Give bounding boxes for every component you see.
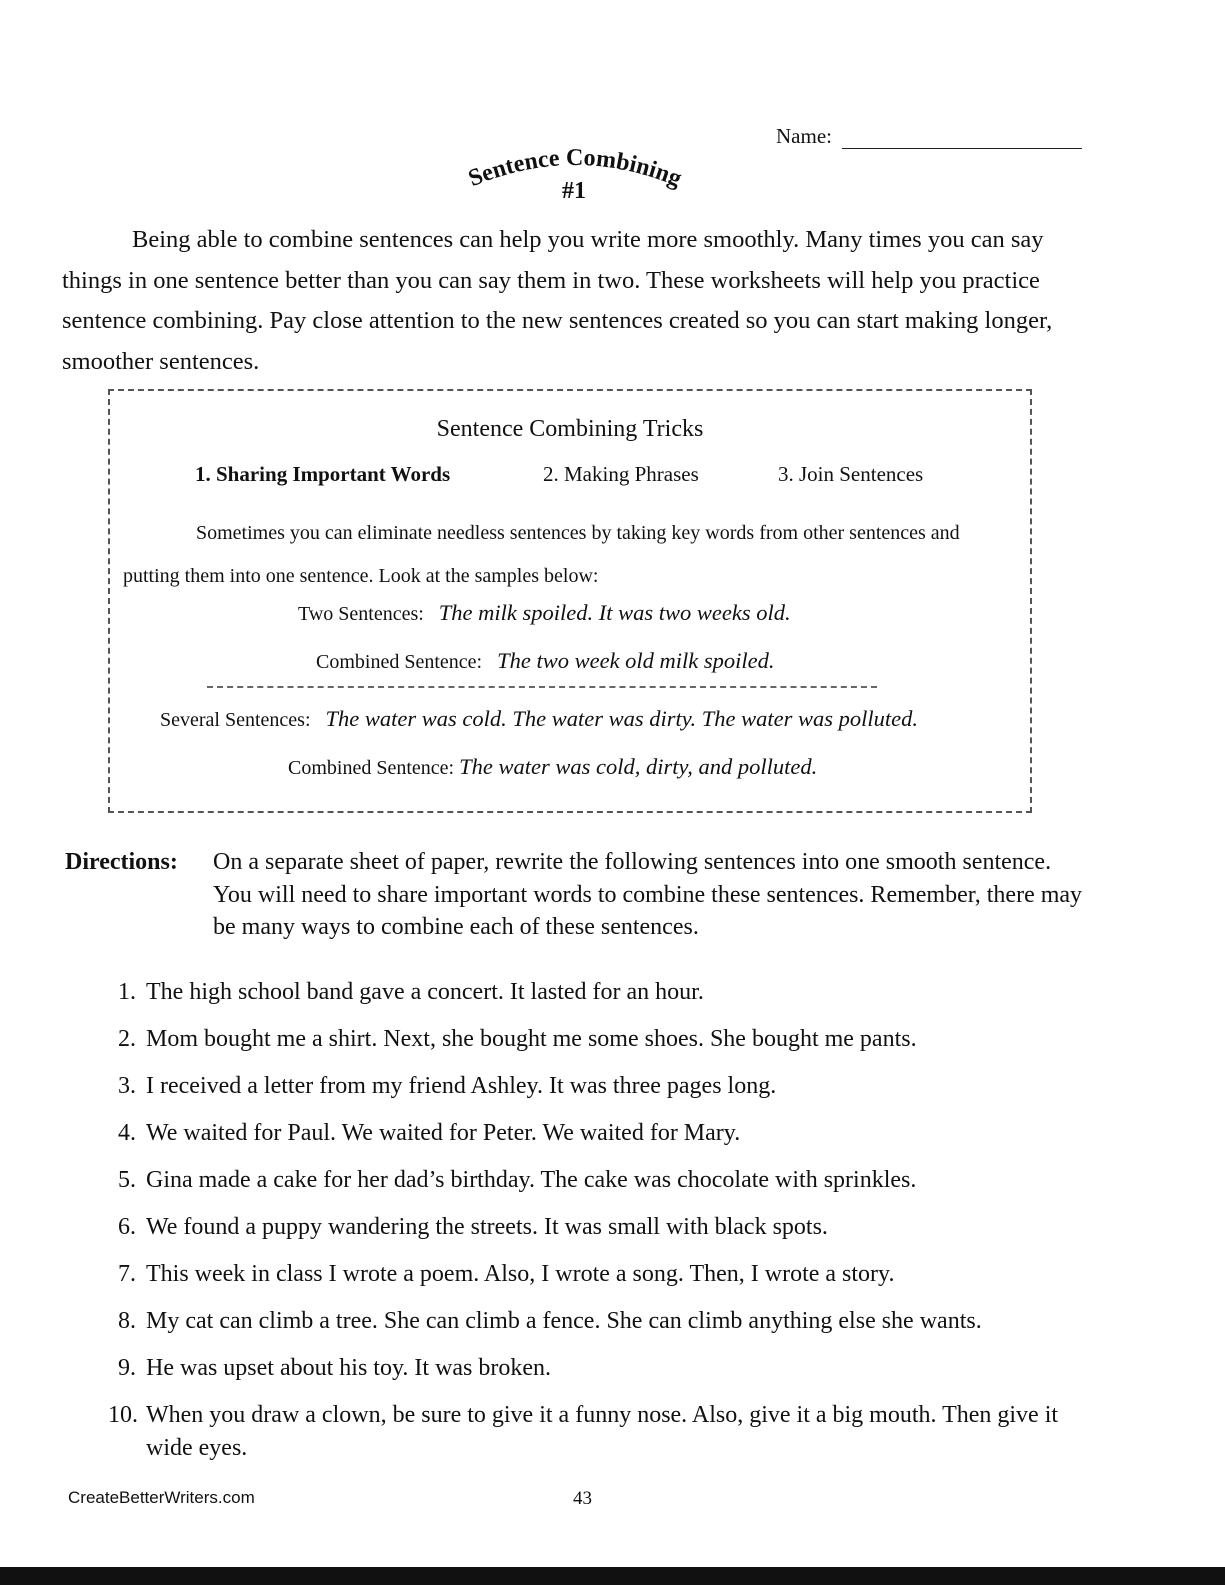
scan-bottom-border: [0, 1567, 1225, 1585]
exercise-item: [108, 1117, 1108, 1150]
exercise-item: [108, 1023, 1108, 1056]
exercise-item: [108, 976, 1108, 1009]
exercise-text: When you draw a clown, be sure to give it a funny nose. Also, give it a big mouth. Then give it wide eyes.: [146, 1402, 1059, 1461]
exercise-number: 2.: [118, 1026, 136, 1052]
exercise-text: He was upset about his toy. It was broken.: [146, 1355, 552, 1381]
trick-sharing-words: 1. Sharing Important Words: [195, 462, 451, 486]
exercise-text: We waited for Paul. We waited for Peter. We waited for Mary.: [146, 1120, 741, 1146]
exercise-number: 5.: [118, 1167, 136, 1193]
exercise-text: Mom bought me a shirt. Next, she bought me some shoes. She bought me pants.: [146, 1026, 917, 1052]
exercise-number: 7.: [118, 1261, 136, 1287]
worksheet-number: #1: [562, 178, 586, 204]
exercise-text: The high school band gave a concert. It lasted for an hour.: [146, 979, 704, 1005]
exercise-item: [108, 1399, 1108, 1464]
name-field: [776, 124, 1082, 149]
exercise-item: [108, 1164, 1108, 1197]
exercise-item: [108, 1258, 1108, 1291]
footer-site: CreateBetterWriters.com: [68, 1488, 255, 1507]
exercise-number: 1.: [118, 979, 136, 1005]
exercise-number: 3.: [118, 1073, 136, 1099]
exercise-number: 6.: [118, 1214, 136, 1240]
example1-combined-text: The two week old milk spoiled.: [497, 648, 775, 673]
name-blank-line: [842, 128, 1082, 149]
exercise-list: [108, 976, 1108, 1479]
exercise-text: We found a puppy wandering the streets. It was small with black spots.: [146, 1214, 828, 1240]
worksheet-title: Sentence Combining: [464, 144, 686, 193]
trick-join-sentences: 3. Join Sentences: [778, 462, 924, 486]
exercise-number: 9.: [118, 1355, 136, 1381]
trick-making-phrases: 2. Making Phrases: [543, 462, 699, 486]
example2-combined: [288, 754, 817, 780]
example1-combined-label: Combined Sentence:: [316, 651, 483, 673]
exercise-text: Gina made a cake for her dad’s birthday. The cake was chocolate with sprinkles.: [146, 1167, 917, 1193]
example2-text: The water was cold. The water was dirty. The water was polluted.: [325, 706, 919, 731]
example2-combined-label: Combined Sentence:: [288, 757, 455, 779]
exercise-text: I received a letter from my friend Ashley. It was three pages long.: [146, 1073, 777, 1099]
example1-combined: [316, 648, 775, 674]
directions-text: On a separate sheet of paper, rewrite the following sentences into one smooth sentence. You will need to share important words to combine these sentences. Remember, there may be many ways to combine each of these sentences.: [213, 849, 1083, 940]
tricks-title: Sentence Combining Tricks: [436, 416, 704, 442]
exercise-item: [108, 1211, 1108, 1244]
intro-paragraph: Being able to combine sentences can help you write more smoothly. Many times you can say things in one sentence better than you can say them in two. These worksheets will help you practice sentence combining. Pay close attention to the new sentences created so you can start making longer, smoother sentences.: [62, 226, 1053, 375]
exercise-text: My cat can climb a tree. She can climb a fence. She can climb anything else she wants.: [146, 1308, 982, 1334]
example1-text: The milk spoiled. It was two weeks old.: [438, 600, 791, 625]
directions: [65, 846, 1085, 944]
exercise-item: [108, 1305, 1108, 1338]
example1-original: [298, 600, 791, 626]
example2-label: Several Sentences:: [160, 709, 311, 731]
example-divider: [207, 686, 877, 688]
exercise-number: 4.: [118, 1120, 136, 1146]
tricks-paragraph: Sometimes you can eliminate needless sentences by taking key words from other sentences and putting them into one sentence. Look at the samples below:: [123, 522, 960, 587]
exercise-item: [108, 1352, 1108, 1385]
example1-label: Two Sentences:: [298, 603, 424, 625]
directions-label: Directions:: [65, 849, 178, 875]
exercise-number: 8.: [118, 1308, 136, 1334]
example2-original: [160, 706, 918, 732]
page-number: 43: [573, 1488, 592, 1509]
example2-combined-text: The water was cold, dirty, and polluted.: [459, 754, 818, 779]
exercise-item: [108, 1070, 1108, 1103]
exercise-text: This week in class I wrote a poem. Also, I wrote a song. Then, I wrote a story.: [146, 1261, 895, 1287]
exercise-number: 10.: [108, 1402, 138, 1428]
name-label: Name:: [776, 124, 832, 148]
